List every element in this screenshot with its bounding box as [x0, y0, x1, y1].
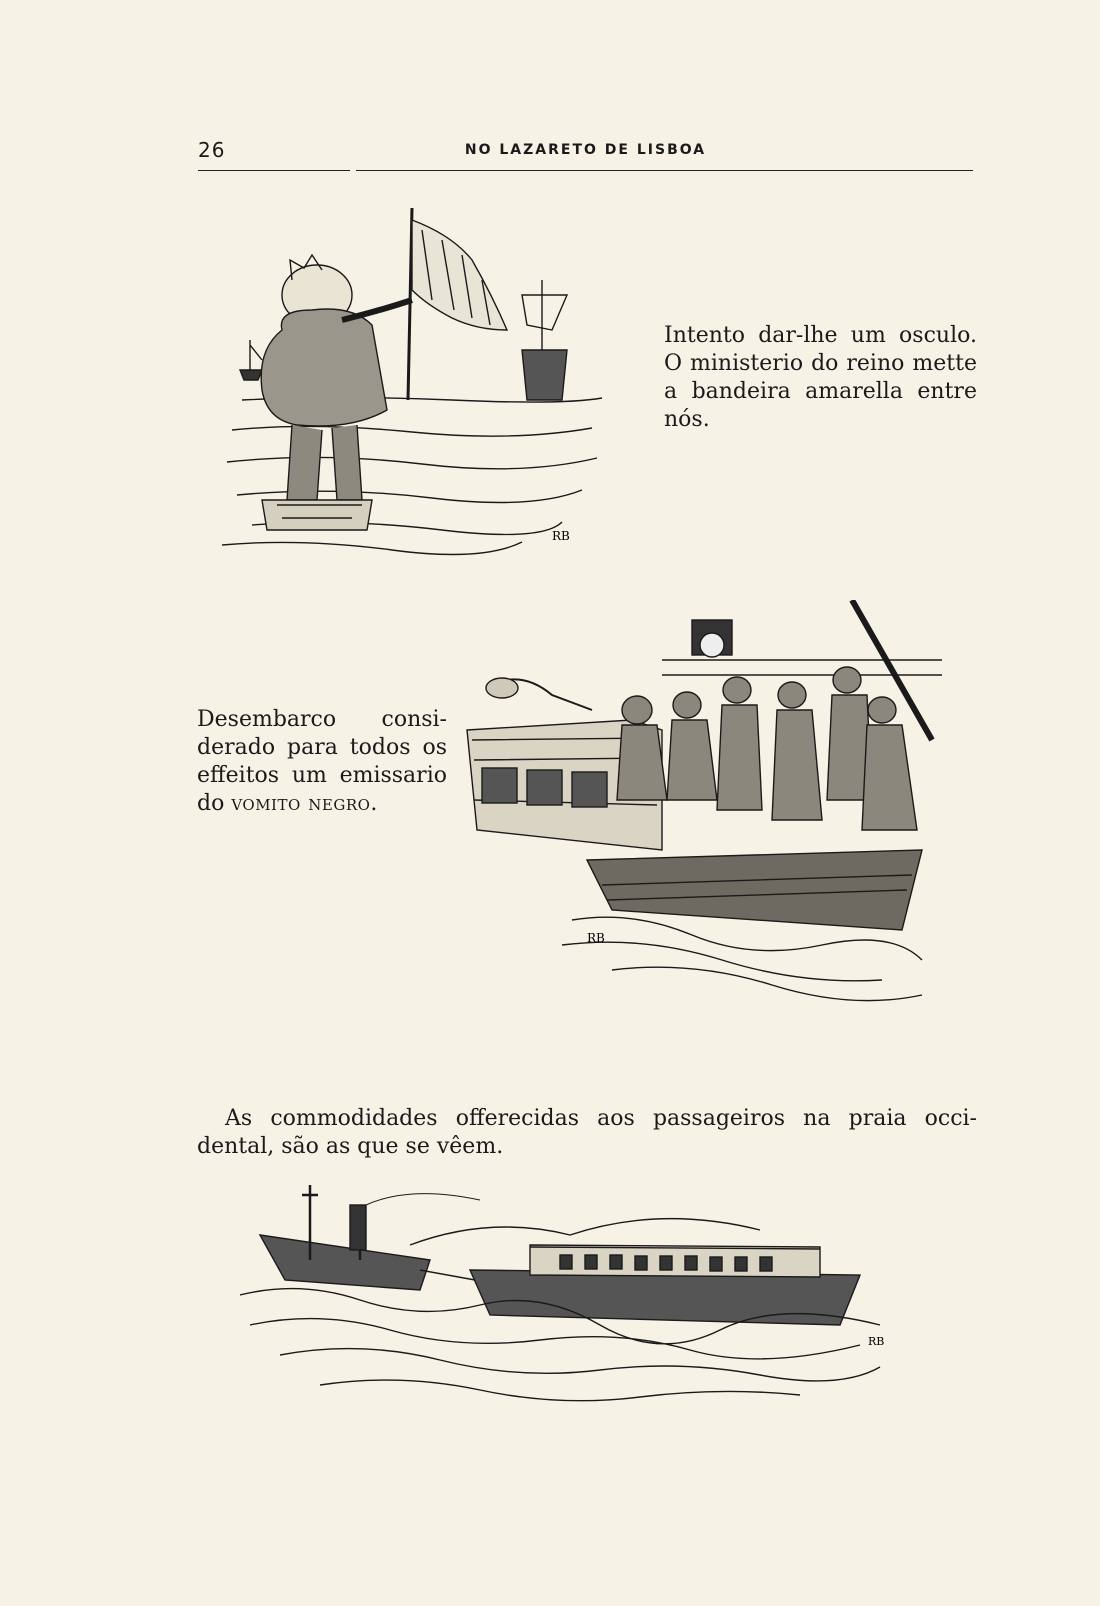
caption-flag-line-3: a bandeira amarella entre [664, 379, 977, 404]
caption-disembark-smallcaps: vomito negro. [231, 791, 378, 816]
page-header [198, 138, 973, 178]
caption-commodities-line-1: As commodidades offerecidas aos passageiros na praia occi- [225, 1106, 977, 1131]
header-rule-short [198, 170, 350, 171]
illustration-man-holding-flag [222, 200, 612, 565]
caption-commodities [197, 1105, 977, 1161]
signature-3: RB [868, 1335, 885, 1348]
caption-flag-line-2: O ministerio do reino mette [664, 351, 977, 376]
crowded-boat-drawing [462, 600, 952, 1020]
caption-disembark [197, 706, 447, 818]
caption-flag-line-4: nós. [664, 407, 710, 432]
caption-flag [664, 322, 977, 434]
illustration-crowded-boat [462, 600, 952, 1020]
caption-disembark-prefix: do [197, 791, 232, 816]
caption-disembark-line-4 [197, 790, 447, 818]
page-number: 26 [198, 138, 226, 162]
signature-1: RB [552, 529, 570, 543]
caption-disembark-line-3: effeitos um emissario [197, 763, 447, 788]
header-rule-long [356, 170, 973, 171]
signature-2: RB [587, 931, 605, 945]
illustration-steamer-towing-barge [240, 1185, 900, 1415]
man-with-flag-drawing [222, 200, 612, 565]
caption-commodities-line-2: dental, são as que se vêem. [197, 1134, 504, 1159]
caption-flag-line-1: Intento dar-lhe um osculo. [664, 323, 977, 348]
steamer-barge-drawing [240, 1185, 900, 1415]
caption-disembark-line-1: Desembarco consi- [197, 707, 447, 732]
caption-disembark-line-2: derado para todos os [197, 735, 447, 760]
running-title: NO LAZARETO DE LISBOA [464, 142, 707, 158]
